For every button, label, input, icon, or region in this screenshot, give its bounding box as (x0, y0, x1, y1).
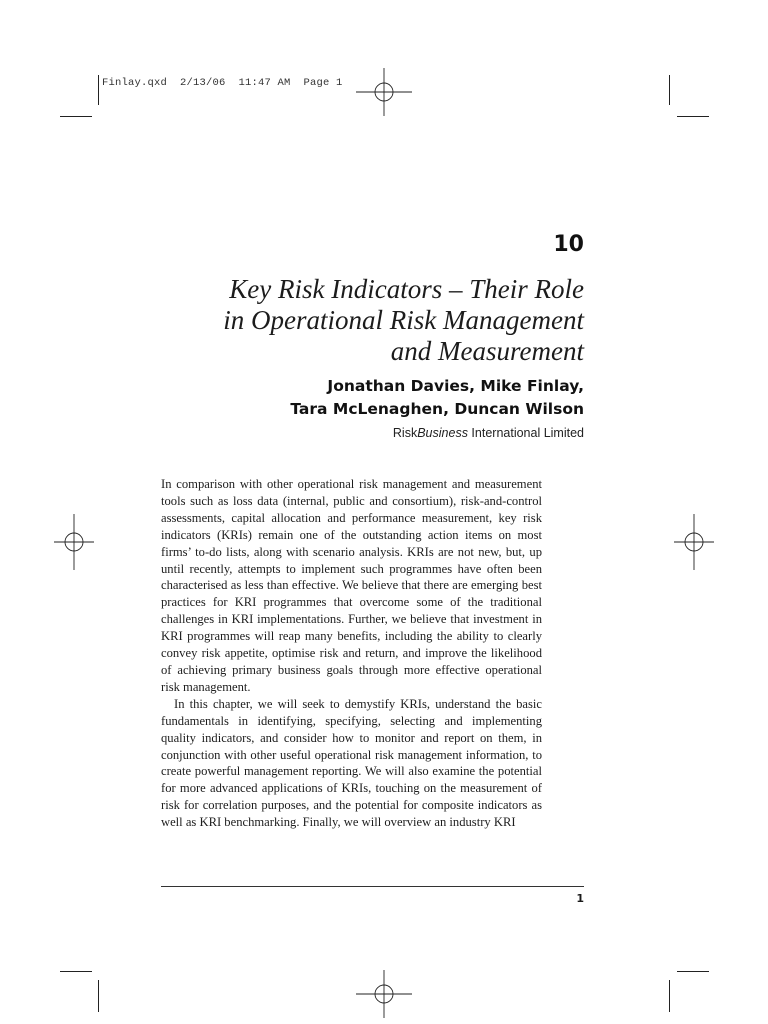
crop-mark (60, 971, 92, 972)
chapter-number: 10 (553, 232, 584, 257)
chapter-title-line: in Operational Risk Management (223, 305, 584, 335)
file-slug: Finlay.qxd 2/13/06 11:47 AM Page 1 (102, 77, 343, 89)
affiliation (393, 426, 584, 440)
page-number: 1 (576, 892, 584, 905)
author-line: Jonathan Davies, Mike Finlay, (327, 377, 584, 395)
crop-mark (669, 980, 670, 1012)
author-list (144, 375, 584, 421)
chapter-title (144, 274, 584, 367)
crop-mark (669, 75, 670, 105)
registration-mark-icon (356, 68, 412, 116)
paragraph: In this chapter, we will seek to demystify KRIs, understand the basic fundamentals in identifying, specifying, selecting and implementing quality indicators, and consider how to monitor and report on them, in conjunction with other useful operational risk management information, to create powerful management reporting. We will also examine the potential for more advanced applications of KRIs, touching on the measurement of risk for correlation purposes, and the potential for composite indicators as well as KRI benchmarking. Finally, we will overview an industry KRI (161, 696, 542, 830)
crop-mark (98, 75, 99, 105)
crop-mark (677, 971, 709, 972)
affiliation-prefix: Risk (392, 426, 418, 440)
paragraph: In comparison with other operational risk management and measurement tools such as loss data (internal, public and consortium), risk-and-control assessments, capital allocation and performance measurement, key risk indicators (KRIs) remain one of the outstanding action items on most firms’ to-do lists, along with scenario analysis. KRIs are not new, but, up until recently, attempts to implement such programmes have often been characterised as less than effective. We believe that there are emerging best practices for KRI programmes that overcome some of the traditional challenges in KRI implementations. Further, we believe that investment in KRI programmes will reap many benefits, including the ability to clearly convey risk appetite, optimise risk and return, and improve the likelihood of achieving primary business goals through more effective operational risk management. (161, 477, 542, 694)
registration-mark-icon (54, 514, 94, 570)
affiliation-suffix: International Limited (467, 426, 584, 440)
affiliation-italic: Business (417, 426, 468, 440)
chapter-body (161, 476, 542, 831)
crop-mark (98, 980, 99, 1012)
chapter-title-line: Key Risk Indicators – Their Role (229, 274, 584, 304)
footer-rule (161, 886, 584, 887)
author-line: Tara McLenaghen, Duncan Wilson (290, 400, 584, 418)
registration-mark-icon (356, 970, 412, 1018)
registration-mark-icon (674, 514, 714, 570)
chapter-title-line: and Measurement (390, 336, 584, 366)
crop-mark (60, 116, 92, 117)
crop-mark (677, 116, 709, 117)
